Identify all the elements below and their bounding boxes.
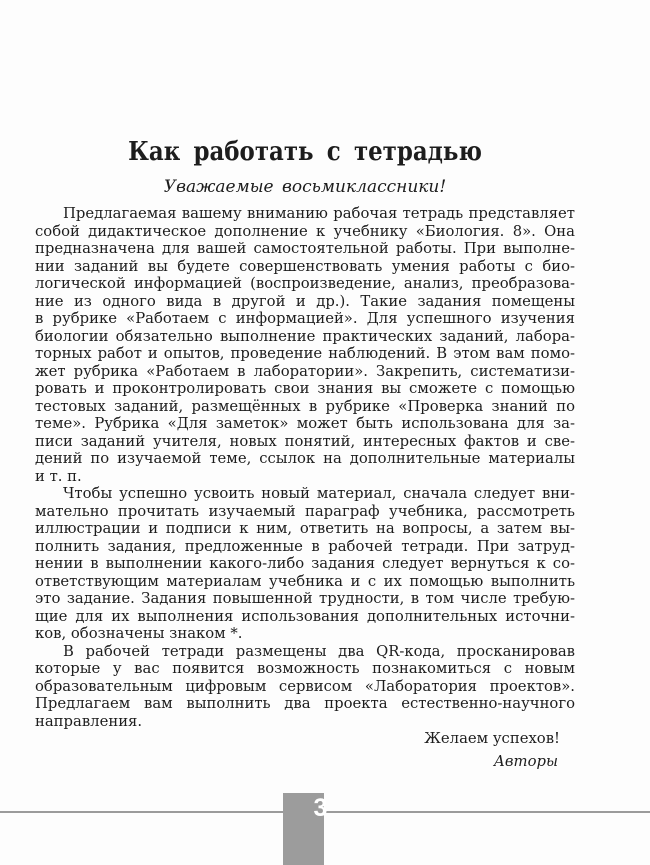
paragraph (35, 643, 575, 731)
text-line: и т. п. (35, 467, 82, 485)
text-line: в рубрике «Работаем с информацией». Для успешного изучения (35, 310, 575, 327)
text-line: это задание. Задания повышенной трудности, в том числе требую- (35, 590, 575, 607)
text-line: предназначена для вашей самостоятельной работы. При выполне- (35, 240, 575, 257)
page-number (0, 796, 650, 821)
text-line: теме». Рубрика «Для заметок» может быть использована для за- (35, 415, 575, 432)
signature-line: Авторы (493, 752, 558, 770)
text-line: иллюстрации и подписи к ним, ответить на вопросы, а затем вы- (35, 520, 575, 537)
text-line: Чтобы успешно усвоить новый материал, сначала следует вни- (63, 485, 575, 502)
text-line: нии заданий вы будете совершенствовать умения работы с био- (35, 257, 575, 275)
text-line: нении в выполнении какого-либо задания следует вернуться к со- (35, 555, 575, 572)
page-number-value: 3 (313, 794, 328, 822)
paragraph (35, 205, 575, 485)
text-line: жет рубрика «Работаем в лаборатории». Закрепить, систематизи- (35, 362, 575, 380)
text-line: Предлагаем вам выполнить два проекта естественно-научного (35, 695, 575, 712)
body-text (35, 205, 575, 770)
text-line: ков, обозначены знаком *. (35, 625, 243, 642)
text-line: логической информацией (воспроизведение, анализ, преобразова- (35, 275, 575, 292)
text-line: В рабочей тетради размещены два QR-кода, просканировав (63, 642, 575, 660)
text-line: образовательным цифровым сервисом «Лаборатория проектов». (35, 677, 575, 695)
closing-line: Желаем успехов! (424, 730, 560, 747)
text-line: ровать и проконтролировать свои знания вы сможете с помощью (35, 380, 575, 397)
text-line: ние из одного вида в другой и др.). Такие задания помещены (35, 292, 575, 310)
text-line: полнить задания, предложенные в рабочей тетради. При затруд- (35, 537, 575, 555)
text-line: мательно прочитать изучаемый параграф учебника, рассмотреть (35, 502, 575, 520)
text-line: ответствующим материалам учебника и с их помощью выполнить (35, 572, 575, 590)
paragraph (35, 485, 575, 643)
text-line: которые у вас появится возможность познакомиться с новым (35, 660, 575, 677)
text-line: щие для их выполнения использования дополнительных источни- (35, 607, 575, 625)
text-line: собой дидактическое дополнение к учебнику «Биология. 8». Она (35, 222, 575, 240)
text-line: биологии обязательно выполнение практических заданий, лабора- (35, 327, 575, 345)
text-line: дений по изучаемой теме, ссылок на дополнительные материалы (35, 450, 575, 467)
text-line: Предлагаемая вашему вниманию рабочая тетрадь представляет (63, 205, 575, 222)
page-title: Как работать с тетрадью (128, 137, 482, 167)
text-line: писи заданий учителя, новых понятий, интересных фактов и све- (35, 432, 575, 450)
text-line: направления. (35, 712, 143, 730)
text-line: торных работ и опытов, проведение наблюдений. В этом вам помо- (35, 345, 575, 362)
text-line: тестовых заданий, размещённых в рубрике «Проверка знаний по (35, 397, 575, 415)
salutation: Уважаемые восьмиклассники! (163, 177, 447, 197)
